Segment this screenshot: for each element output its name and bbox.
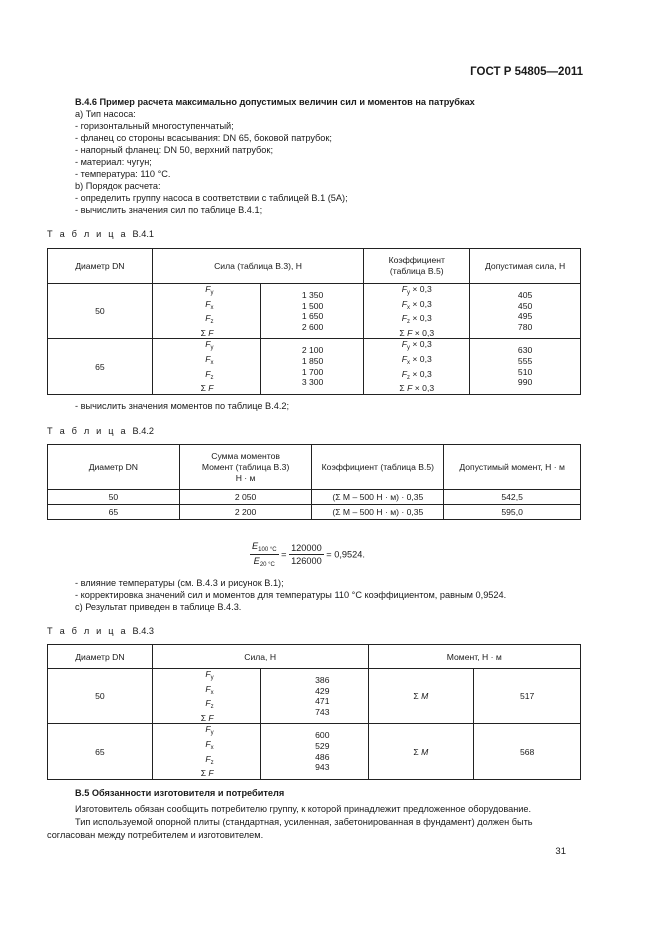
moment-label-cell: Σ M xyxy=(368,724,474,779)
allowed-cell: 405 450 495 780 xyxy=(470,284,581,339)
coef-cell: (Σ M – 500 Н · м) · 0,35 xyxy=(312,490,444,505)
paragraph: Изготовитель обязан сообщить потребителю группу, к которой принадлежит предложенное оборудование. xyxy=(75,804,532,814)
table-caption xyxy=(47,626,154,636)
table-b42 xyxy=(47,444,581,520)
moment-label-cell: Σ M xyxy=(368,669,474,724)
table-header-row xyxy=(48,445,581,490)
header-cell: Сила (таблица В.3), Н xyxy=(152,249,364,284)
table-header-row xyxy=(48,249,581,284)
table-b43 xyxy=(47,644,581,780)
caption-number: В.4.3 xyxy=(132,626,154,636)
formula-right-fraction: $\frac{120000}{126000}$ xyxy=(291,543,322,566)
sum-cell: 2 200 xyxy=(179,505,312,520)
force-value-cell: 2 100 1 850 1 700 3 300 xyxy=(260,339,364,394)
force-label-cell: $F_y$ $F_x$ $F_z$ Σ F xyxy=(152,284,260,339)
dn-cell: 50 xyxy=(48,669,153,724)
formula-left-fraction: $\frac{E_{100 ^\circ С}}{E_{20 ^\circ С}}$ xyxy=(252,541,277,568)
allowed-cell: 542,5 xyxy=(444,490,581,505)
dn-cell: 65 xyxy=(48,339,153,394)
document-header: ГОСТ Р 54805—2011 xyxy=(470,66,583,78)
section-b46-title: В.4.6 Пример расчета максимально допустимых величин сил и моментов на патрубках xyxy=(75,97,475,107)
coef-cell: $F_y \times 0,3$ $F_x \times 0,3$ $F_z \times 0,3$ Σ F × 0,3 xyxy=(364,339,470,394)
header-cell: Диаметр DN xyxy=(48,249,153,284)
text-line: - вычислить значения сил по таблице В.4.1; xyxy=(75,205,263,215)
caption-label: Т а б л и ц а xyxy=(47,626,128,636)
text-line: - определить группу насоса в соответствии с таблицей В.1 (5А); xyxy=(75,193,348,203)
section-b5-title: В.5 Обязанности изготовителя и потребителя xyxy=(75,788,285,798)
header-cell: Сила, Н xyxy=(152,645,368,669)
text-line: - напорный фланец: DN 50, верхний патрубок; xyxy=(75,145,273,155)
paragraph: Тип используемой опорной плиты (стандартная, усиленная, забетонированная в фундамент) должен быть согласован между потребителем и изготовителем. xyxy=(47,817,533,840)
header-cell: Момент, Н · м xyxy=(368,645,581,669)
header-cell: Коэффициент (таблица В.5) xyxy=(364,249,470,284)
force-value-cell: 600 529 486 943 xyxy=(260,724,368,779)
moment-value-cell: 517 xyxy=(474,669,581,724)
allowed-cell: 630 555 510 990 xyxy=(470,339,581,394)
dn-cell: 65 xyxy=(48,505,180,520)
text-line: - материал: чугун; xyxy=(75,157,152,167)
force-label-cell: $F_y$ $F_x$ $F_z$ Σ F xyxy=(152,669,260,724)
dn-cell: 65 xyxy=(48,724,153,779)
table-caption xyxy=(47,426,154,436)
text-line: - горизонтальный многоступенчатый; xyxy=(75,121,234,131)
table-caption xyxy=(47,229,154,239)
text-line: а) Тип насоса: xyxy=(75,109,136,119)
table-row xyxy=(48,724,581,779)
header-cell: Коэффициент (таблица В.5) xyxy=(312,445,444,490)
table-row xyxy=(48,339,581,394)
page-number: 31 xyxy=(555,846,566,857)
header-cell: Допустимый момент, Н · м xyxy=(444,445,581,490)
allowed-cell: 595,0 xyxy=(444,505,581,520)
text-line: - температура: 110 °С. xyxy=(75,169,171,179)
temperature-formula: $\frac{E_{100 ^\circ С}}{E_{20 ^\circ С}}$ = $\frac{120000}{126000}$ = 0,9524. xyxy=(252,541,365,568)
force-label-cell: $F_y$ $F_x$ $F_z$ Σ F xyxy=(152,724,260,779)
text-line: - фланец со стороны всасывания: DN 65, боковой патрубок; xyxy=(75,133,332,143)
formula-result: = 0,9524. xyxy=(326,549,365,560)
caption-number: В.4.2 xyxy=(132,426,154,436)
caption-label: Т а б л и ц а xyxy=(47,426,128,436)
text-line: с) Результат приведен в таблице В.4.3. xyxy=(75,602,242,612)
caption-number: В.4.1 xyxy=(132,229,154,239)
force-value-cell: 1 350 1 500 1 650 2 600 xyxy=(260,284,364,339)
header-cell: Сумма моментов Момент (таблица В.3) Н · м xyxy=(179,445,312,490)
table-row xyxy=(48,505,581,520)
table-row xyxy=(48,284,581,339)
table-row xyxy=(48,669,581,724)
coef-cell: $F_y \times 0,3$ $F_x \times 0,3$ $F_z \times 0,3$ Σ F × 0,3 xyxy=(364,284,470,339)
text-line: - влияние температуры (см. В.4.3 и рисунок В.1); xyxy=(75,578,284,588)
header-cell: Диаметр DN xyxy=(48,445,180,490)
header-cell: Диаметр DN xyxy=(48,645,153,669)
coef-cell: (Σ M – 500 Н · м) · 0,35 xyxy=(312,505,444,520)
moment-value-cell: 568 xyxy=(474,724,581,779)
sum-cell: 2 050 xyxy=(179,490,312,505)
header-cell: Допустимая сила, Н xyxy=(470,249,581,284)
text-line: - вычислить значения моментов по таблице В.4.2; xyxy=(75,401,290,411)
text-line: - корректировка значений сил и моментов для температуры 110 °С коэффициентом, равным 0,9524. xyxy=(75,590,507,600)
force-label-cell: $F_y$ $F_x$ $F_z$ Σ F xyxy=(152,339,260,394)
caption-label: Т а б л и ц а xyxy=(47,229,128,239)
table-header-row xyxy=(48,645,581,669)
table-b41 xyxy=(47,248,581,395)
dn-cell: 50 xyxy=(48,490,180,505)
force-value-cell: 386 429 471 743 xyxy=(260,669,368,724)
dn-cell: 50 xyxy=(48,284,153,339)
text-line: b) Порядок расчета: xyxy=(75,181,161,191)
table-row xyxy=(48,490,581,505)
